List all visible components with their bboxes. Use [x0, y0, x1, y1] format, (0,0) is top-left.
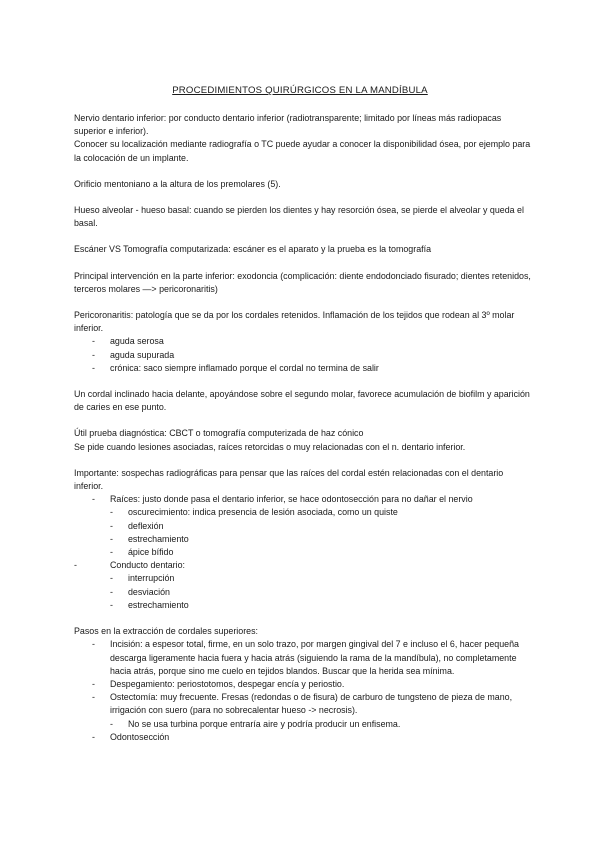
paragraph-pericoronaritis: Pericoronaritis: patología que se da por los cordales retenidos. Inflamación de los tejidos que rodean al 3º molar inferior.	[74, 310, 515, 334]
pasos-list	[110, 638, 534, 744]
list-item: - Odontosección	[110, 731, 534, 744]
list-item: - aguda serosa	[110, 335, 534, 348]
paragraph-localizacion: Conocer su localización mediante radiografía o TC puede ayudar a conocer la disponibilidad ósea, por ejemplo para la colocación de un implante.	[74, 139, 531, 163]
ostectomia-text: Ostectomía: muy frecuente. Fresas (redondas o de fisura) de carburo de tungsteno de pieza de mano, irrigación con suero (para no sobrecalentar hueso -> necrosis).	[110, 692, 513, 716]
raices-label: Raíces: justo donde pasa el dentario inferior, se hace odontosección para no dañar el nervio	[110, 494, 473, 505]
conducto-sublist	[128, 572, 534, 612]
paragraph-orificio: Orificio mentoniano a la altura de los premolares (5).	[74, 178, 281, 189]
paragraph-cbct: Útil prueba diagnóstica: CBCT o tomografía computerizada de haz cónico	[74, 428, 364, 439]
list-item: - crónica: saco siempre inflamado porque el cordal no termina de salir	[110, 362, 534, 375]
raices-sublist	[128, 506, 534, 559]
list-item-ostectomia	[110, 691, 534, 731]
paragraph-cordal: Un cordal inclinado hacia delante, apoyándose sobre el segundo molar, favorece acumulación de biofilm y aparición de caries en ese punto.	[74, 389, 530, 413]
list-item: - estrechamiento	[128, 599, 534, 612]
paragraph-escaner: Escáner VS Tomografía computarizada: escáner es el aparato y la prueba es la tomografía	[74, 244, 432, 255]
paragraph-importante: Importante: sospechas radiográficas para pensar que las raíces del cordal estén relacionadas con el dentario inferior.	[74, 467, 504, 492]
list-item: - aguda supurada	[110, 349, 534, 362]
list-item: - Despegamiento: periostotomos, despegar encía y periostio.	[110, 678, 534, 691]
list-item-conducto	[110, 559, 534, 612]
list-item: - desviación	[128, 586, 534, 599]
list-item: - No se usa turbina porque entraría aire y podría producir un enfisema.	[128, 718, 534, 731]
list-item-raices	[110, 493, 534, 559]
sospechas-list	[110, 493, 534, 612]
page-title: PROCEDIMIENTOS QUIRÚRGICOS EN LA MANDÍBULA	[172, 85, 428, 96]
document-body	[74, 112, 534, 744]
list-item: - oscurecimiento: indica presencia de lesión asociada, como un quiste	[128, 506, 534, 519]
ostectomia-sublist	[128, 718, 534, 731]
list-item: - ápice bífido	[128, 546, 534, 559]
paragraph-hueso: Hueso alveolar - hueso basal: cuando se pierden los dientes y hay resorción ósea, se pierde el alveolar y queda el basal.	[74, 205, 524, 229]
paragraph-nervio: Nervio dentario inferior: por conducto dentario inferior (radiotransparente; limitado por líneas más radiopacas superior e inferior).	[74, 113, 502, 137]
paragraph-indicacion: Se pide cuando lesiones asociadas, raíces retorcidas o muy relacionadas con el n. dentario inferior.	[74, 441, 466, 452]
list-item: - estrechamiento	[128, 533, 534, 546]
paragraph-pasos: Pasos en la extracción de cordales superiores:	[74, 626, 259, 637]
list-item: - deflexión	[128, 520, 534, 533]
conducto-label: Conducto dentario:	[110, 560, 185, 571]
list-item: - Incisión: a espesor total, firme, en un solo trazo, por margen gingival del 7 e incluso el 6, hacer pequeña descarga ligeramente hacia fuera y hacia atrás (siguiendo la rama de la mandíbula), no completamente hacia atrás, porque sino me cuelo en tejidos blandos. Buscar que la herida sea mínima.	[110, 638, 534, 678]
list-item: - interrupción	[128, 572, 534, 585]
pericoronaritis-list	[110, 335, 534, 375]
paragraph-intervencion: Principal intervención en la parte inferior: exodoncia (complicación: diente endodonciado fisurado; dientes retenidos, terceros molares —> pericoronaritis)	[74, 270, 531, 294]
